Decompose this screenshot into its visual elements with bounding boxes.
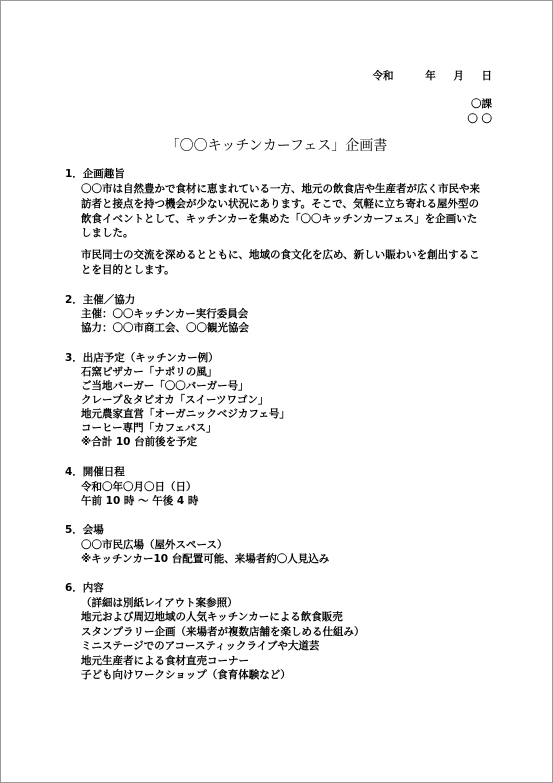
date-era: 令和 — [372, 70, 394, 82]
section-line: 令和〇年〇月〇日（日） — [81, 481, 197, 493]
section-line: とを目的とします。 — [81, 264, 175, 276]
section-line: （詳細は別紙レイアウト案参照） — [81, 597, 238, 609]
section-heading: 2．主催／協力 — [65, 294, 136, 306]
person-name: 〇 〇 — [467, 113, 492, 125]
section-line: 市民同士の交流を深めるとともに、地域の食文化を広め、新しい賑わいを創出するこ — [81, 249, 480, 261]
section-line: ※キッチンカー10 台配置可能、来場者約〇人見込み — [81, 553, 330, 565]
section-line: 協力：〇〇市商工会、〇〇観光協会 — [81, 322, 249, 334]
date-month-label: 月 — [453, 70, 464, 82]
date-year-label: 年 — [425, 70, 436, 82]
section-line: クレープ＆タピオカ「スイーツワゴン」 — [81, 394, 269, 406]
section-line: 主催：〇〇キッチンカー実行委員会 — [81, 308, 249, 320]
section-line: 飲食イベントとして、キッチンカーを集めた「〇〇キッチンカーフェス」を企画いた — [81, 213, 478, 225]
department: 〇課 — [471, 98, 492, 110]
section-line: ※合計 10 台前後を予定 — [81, 436, 198, 448]
date-line — [373, 68, 492, 83]
date-day-label: 日 — [481, 70, 492, 82]
section-line: 石窯ピザカー「ナポリの風」 — [81, 366, 218, 378]
section-line: コーヒー専門「カフェバス」 — [81, 422, 217, 434]
section-line: 地元農家直営「オーガニックベジカフェ号」 — [81, 408, 290, 420]
section-line: スタンプラリー企画（来場者が複数店舗を楽しめる仕組み） — [81, 626, 365, 638]
section-line: 午前 10 時 ～ 午後 4 時 — [81, 495, 199, 507]
section-line: 〇〇市は自然豊かで食材に恵まれている一方、地元の飲食店や生産者が広く市民や来 — [81, 183, 480, 195]
section-line: 地元生産者による食材直売コーナー — [81, 655, 249, 667]
section-heading: 1．企画趣旨 — [65, 168, 125, 180]
section-line: 〇〇市民広場（屋外スペース） — [81, 539, 228, 551]
section-line: 訪者と接点を持つ機会が少ない状況にあります。そこで、気軽に立ち寄れる屋外型の — [81, 198, 479, 210]
section-line: 子ども向けワークショップ（食育体験など） — [81, 669, 291, 681]
section-heading: 3．出店予定（キッチンカー例） — [65, 352, 219, 364]
section-line: 地元および周辺地域の人気キッチンカーによる飲食販売 — [81, 611, 343, 623]
document-title: 「〇〇キッチンカーフェス」企画書 — [165, 138, 388, 154]
section-line: しました。 — [81, 227, 134, 239]
section-line: ご当地バーガー「〇〇バーガー号」 — [81, 380, 249, 392]
section-line: ミニステージでのアコースティックライブや大道芸 — [81, 640, 320, 652]
section-heading: 6．内容 — [65, 582, 104, 594]
section-heading: 4．開催日程 — [65, 466, 125, 478]
section-heading: 5．会場 — [65, 524, 104, 536]
